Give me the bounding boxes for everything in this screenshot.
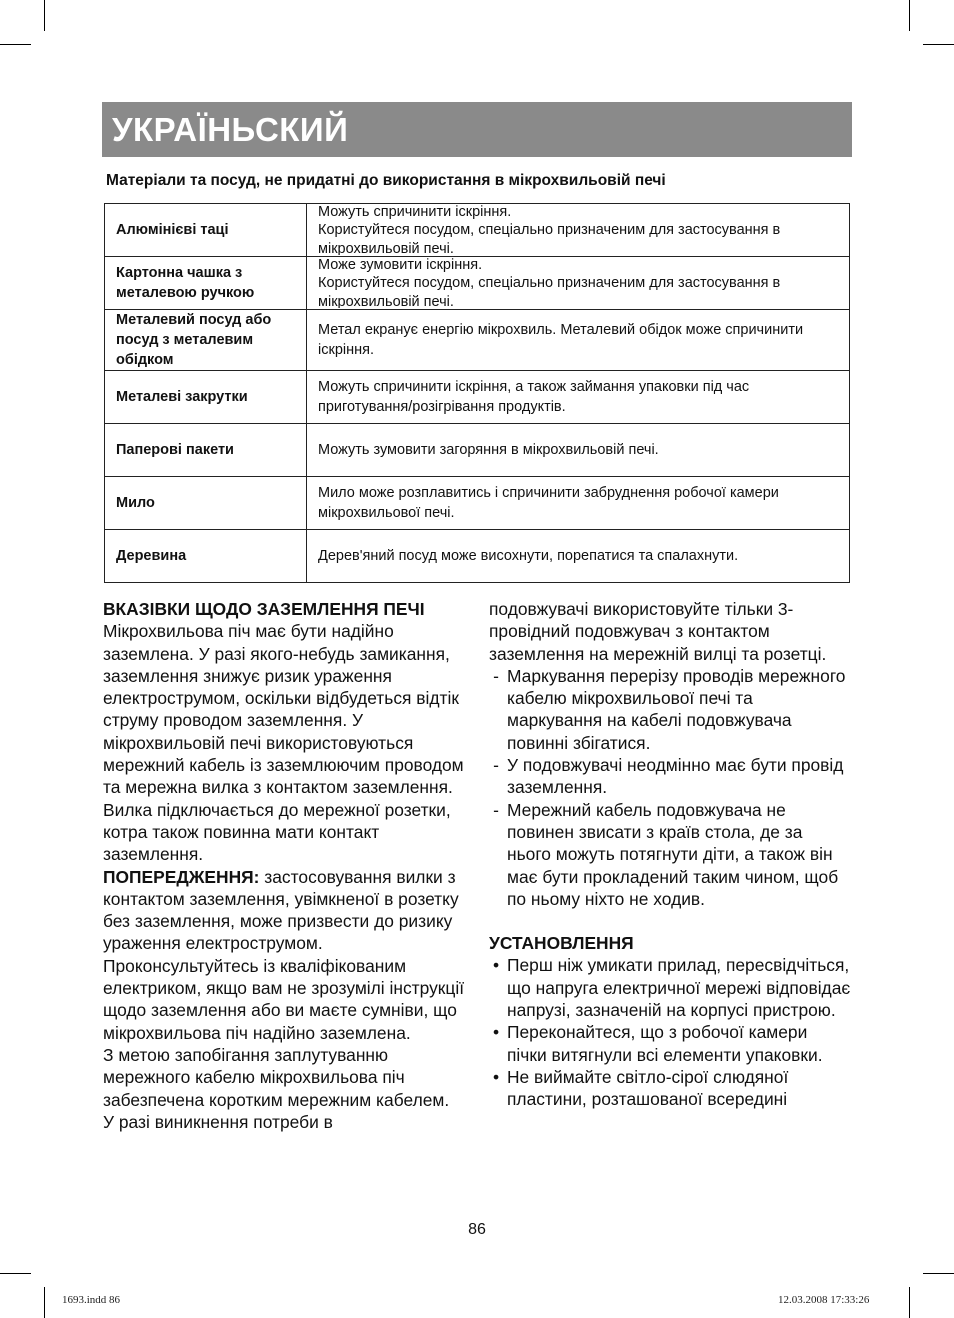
table-row	[105, 424, 850, 477]
warning-text: застосовування вилки з контактом заземлення, увімкненої в розетку без заземлення, може призвести до ризику ураження електрострумом. Проконсультуйтесь із кваліфікованим електриком, якщо вам не зрозумілі інструкції щодо заземлення або ви маєте сумніви, що мікрохвильова піч надійно заземлена.	[103, 866, 465, 1043]
file-slug: 1693.indd 86	[62, 1294, 121, 1306]
cable-text: З метою запобігання заплутуванню мережного кабелю мікрохвильова піч забезпечена коротким мережним кабелем.	[103, 1044, 450, 1110]
dash-marker: -	[493, 665, 499, 686]
date-slug: 12.03.2008 17:33:26	[778, 1294, 870, 1306]
table-row	[105, 204, 850, 257]
crop-mark	[44, 0, 45, 31]
list-item: • Перш ніж умикати прилад, пересвідчіться, що напруга електричної мережі відповідає напрузі, зазначеній на корпусі пристрою.	[489, 954, 851, 1021]
material-name: Металевий посуд або посуд з металевим обідком	[105, 310, 307, 371]
material-name: Деревина	[105, 530, 307, 583]
list-item: - У подовжувачі неодмінно має бути провід заземлення.	[489, 754, 851, 799]
table-row	[105, 257, 850, 310]
description-line: Можуть спричинити іскріння.	[318, 203, 512, 220]
page-title: УКРАЇНЬСКИЙ	[112, 110, 349, 148]
install-list	[489, 954, 851, 1110]
warning-paragraph	[103, 866, 465, 1044]
table-row	[105, 310, 850, 371]
crop-mark	[0, 1273, 31, 1274]
warning-label: ПОПЕРЕДЖЕННЯ:	[103, 866, 260, 887]
list-item: • Переконайтеся, що з робочої камери пічки витягнули всі елементи упаковки.	[489, 1021, 851, 1066]
crop-mark	[923, 44, 954, 45]
language-banner	[102, 102, 852, 157]
crop-mark	[909, 0, 910, 31]
dash-marker: -	[493, 799, 499, 820]
page-number: 86	[468, 1221, 486, 1238]
material-name: Мило	[105, 477, 307, 530]
crop-mark	[909, 1287, 910, 1318]
crop-mark	[923, 1273, 954, 1274]
material-description: Дерев'яний посуд може висохнути, порепатися та спалахнути.	[307, 530, 850, 583]
materials-table	[104, 203, 850, 583]
material-description: Метал екранує енергію мікрохвиль. Металевий обідок може спричинити іскріння.	[307, 310, 850, 371]
right-column	[489, 598, 851, 1111]
list-item: • Не виймайте світло-сірої слюдяної пластини, розташованої всередині	[489, 1066, 851, 1111]
list-item: - Маркування перерізу проводів мережного кабелю мікрохвильової печі та маркування на кабелі подовжувача повинні збігатися.	[489, 665, 851, 754]
bullet-marker: •	[492, 955, 500, 976]
material-description	[307, 204, 850, 257]
extension-text: У разі виникнення потреби в	[103, 1111, 333, 1132]
table-row	[105, 371, 850, 424]
grounding-text: Мікрохвильова піч має бути надійно заземлена. У разі якого-небудь замикання, заземлення знижує ризик ураження електрострумом, оскільки відбудеться відтік струму проводом заземлення. У мікрохвильовій печі використовуються мережний кабель із заземлюючим проводом та мережна вилка з контактом заземлення. Вилка підключається до мережної розетки, котра також повинна мати контакт заземлення.	[103, 621, 464, 865]
dash-marker: -	[493, 755, 499, 776]
extension-requirements-list	[489, 665, 851, 910]
description-line: Може зумовити іскріння.	[318, 256, 483, 273]
material-description	[307, 257, 850, 310]
table-title: Матеріали та посуд, не придатні до використання в мікрохвильовій печі	[106, 172, 666, 189]
description-line: Користуйтеся посудом, спеціально призначеним для застосування в мікрохвильовій печі.	[318, 222, 781, 255]
extension-continued: подовжувачі використовуйте тільки 3-провідний подовжувач з контактом заземлення на мережній вилці та розетці.	[489, 599, 827, 664]
description-line: Користуйтеся посудом, спеціально призначеним для застосування в мікрохвильовій печі.	[318, 275, 781, 308]
table-row	[105, 477, 850, 530]
material-description: Можуть спричинити іскріння, а також займання упаковки під час приготування/розігрівання продуктів.	[307, 371, 850, 424]
grounding-heading: ВКАЗІВКИ ЩОДО ЗАЗЕМЛЕННЯ ПЕЧІ	[103, 599, 425, 619]
material-name: Картонна чашка з металевою ручкою	[105, 257, 307, 310]
list-item: - Мережний кабель подовжувача не повинен звисати з країв стола, де за нього можуть потягнути діти, а також він має бути прокладений таким чином, щоб по ньому ніхто не ходив.	[489, 799, 851, 910]
material-description: Мило може розплавитись і спричинити забруднення робочої камери мікрохвильової печі.	[307, 477, 850, 530]
crop-mark	[44, 1287, 45, 1318]
material-name: Металеві закрутки	[105, 371, 307, 424]
left-column	[103, 598, 465, 1133]
material-name: Алюмінієві таці	[105, 204, 307, 257]
material-name: Паперові пакети	[105, 424, 307, 477]
install-heading: УСТАНОВЛЕННЯ	[489, 933, 634, 954]
material-description: Можуть зумовити загоряння в мікрохвильовій печі.	[307, 424, 850, 477]
bullet-marker: •	[492, 1066, 500, 1087]
table-row	[105, 530, 850, 583]
bullet-marker: •	[492, 1022, 500, 1043]
crop-mark	[0, 44, 31, 45]
